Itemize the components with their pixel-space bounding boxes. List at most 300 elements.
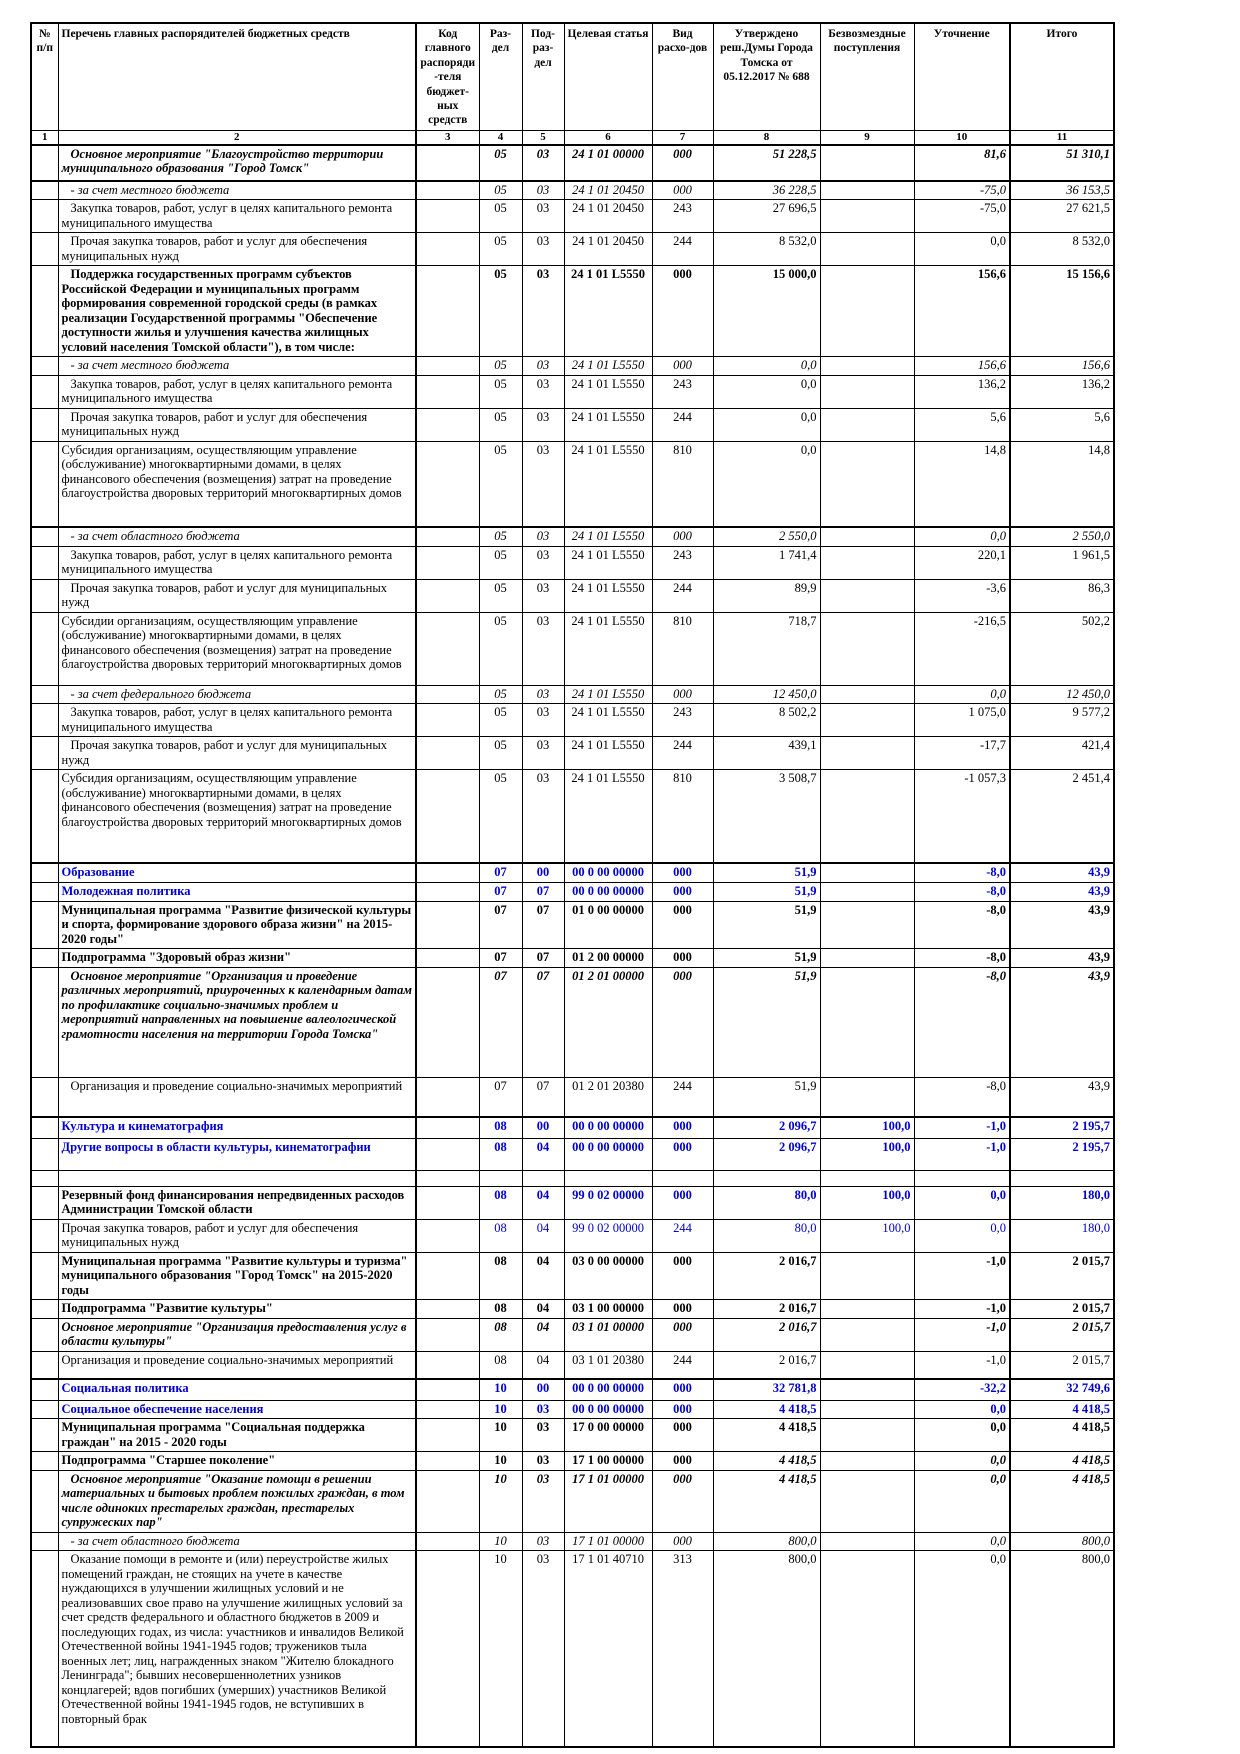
- table-row: [31, 1138, 1114, 1170]
- cell-total: 2 451,4: [1010, 770, 1114, 863]
- cell-row-number: [31, 1117, 58, 1138]
- cell-grants: [820, 1351, 914, 1379]
- cell-label: Подпрограмма "Здоровый образ жизни": [58, 949, 416, 968]
- cell-approved: 8 502,2: [713, 704, 820, 737]
- cell-row-number: [31, 901, 58, 949]
- cell-approved: 4 418,5: [713, 1419, 820, 1452]
- cell-row-number: [31, 1470, 58, 1532]
- cell-grants: [820, 1551, 914, 1747]
- cell-adjustment: 0,0: [914, 1551, 1010, 1747]
- cell-target-article: 24 1 01 L5550: [564, 685, 652, 704]
- cell-razdel: 05: [479, 546, 522, 579]
- cell-adjustment: -1,0: [914, 1351, 1010, 1379]
- cell-approved: 51 228,5: [713, 145, 820, 181]
- cell-grbs-code: [416, 1170, 479, 1186]
- cell-row-number: [31, 181, 58, 200]
- table-row: [31, 770, 1114, 863]
- cell-podrazdel: 03: [522, 181, 564, 200]
- cell-grbs-code: [416, 1351, 479, 1379]
- cell-razdel: 05: [479, 233, 522, 266]
- cell-adjustment: -1,0: [914, 1300, 1010, 1319]
- cell-adjustment: -8,0: [914, 883, 1010, 902]
- cell-target-article: 00 0 00 00000: [564, 1138, 652, 1170]
- cell-label: Закупка товаров, работ, услуг в целях капитального ремонта муниципального имущества: [58, 375, 416, 408]
- table-row: [31, 233, 1114, 266]
- cell-podrazdel: 03: [522, 770, 564, 863]
- cell-razdel: 05: [479, 612, 522, 685]
- cell-grants: [820, 408, 914, 441]
- cell-row-number: [31, 200, 58, 233]
- cell-row-number: [31, 266, 58, 357]
- cell-vid-rashodov: 000: [652, 1138, 713, 1170]
- cell-target-article: 17 1 01 00000: [564, 1470, 652, 1532]
- cell-razdel: 07: [479, 883, 522, 902]
- cell-grants: [820, 685, 914, 704]
- cell-vid-rashodov: 000: [652, 357, 713, 376]
- cell-label: Подпрограмма "Старшее поколение": [58, 1452, 416, 1471]
- cell-adjustment: 156,6: [914, 266, 1010, 357]
- cell-vid-rashodov: 000: [652, 949, 713, 968]
- cell-target-article: 17 1 01 00000: [564, 1532, 652, 1551]
- cell-row-number: [31, 408, 58, 441]
- cell-row-number: [31, 1300, 58, 1319]
- cell-grants: [820, 1532, 914, 1551]
- cell-razdel: 08: [479, 1252, 522, 1300]
- cell-total: 27 621,5: [1010, 200, 1114, 233]
- cell-grants: [820, 357, 914, 376]
- cell-adjustment: -8,0: [914, 901, 1010, 949]
- cell-adjustment: 0,0: [914, 1219, 1010, 1252]
- cell-total: 1 961,5: [1010, 546, 1114, 579]
- cell-podrazdel: 03: [522, 408, 564, 441]
- cell-approved: 36 228,5: [713, 181, 820, 200]
- table-row: [31, 375, 1114, 408]
- cell-grbs-code: [416, 704, 479, 737]
- cell-podrazdel: 04: [522, 1318, 564, 1351]
- col-number: 5: [522, 130, 564, 145]
- cell-razdel: 07: [479, 949, 522, 968]
- cell-approved: 89,9: [713, 579, 820, 612]
- cell-grants: [820, 145, 914, 181]
- cell-total: 2 015,7: [1010, 1318, 1114, 1351]
- cell-approved: 800,0: [713, 1532, 820, 1551]
- cell-approved: 2 016,7: [713, 1318, 820, 1351]
- cell-row-number: [31, 612, 58, 685]
- cell-grbs-code: [416, 1419, 479, 1452]
- cell-vid-rashodov: 244: [652, 1351, 713, 1379]
- cell-grants: [820, 704, 914, 737]
- cell-vid-rashodov: 243: [652, 546, 713, 579]
- cell-target-article: 24 1 01 L5550: [564, 441, 652, 527]
- cell-total: 15 156,6: [1010, 266, 1114, 357]
- cell-total: 43,9: [1010, 949, 1114, 968]
- budget-table: [30, 22, 1115, 1748]
- cell-vid-rashodov: 244: [652, 737, 713, 770]
- cell-razdel: 10: [479, 1452, 522, 1471]
- cell-podrazdel: 03: [522, 1400, 564, 1419]
- cell-grants: [820, 1318, 914, 1351]
- cell-grbs-code: [416, 883, 479, 902]
- cell-razdel: 10: [479, 1532, 522, 1551]
- cell-adjustment: -1,0: [914, 1318, 1010, 1351]
- cell-adjustment: [914, 1170, 1010, 1186]
- cell-grants: [820, 967, 914, 1077]
- cell-row-number: [31, 737, 58, 770]
- cell-razdel: 05: [479, 266, 522, 357]
- cell-podrazdel: 04: [522, 1186, 564, 1219]
- cell-label: Закупка товаров, работ, услуг в целях капитального ремонта муниципального имущества: [58, 200, 416, 233]
- cell-total: 43,9: [1010, 967, 1114, 1077]
- cell-total: 502,2: [1010, 612, 1114, 685]
- cell-grants: [820, 1452, 914, 1471]
- cell-vid-rashodov: 244: [652, 408, 713, 441]
- cell-label: Закупка товаров, работ, услуг в целях капитального ремонта муниципального имущества: [58, 546, 416, 579]
- cell-total: 156,6: [1010, 357, 1114, 376]
- table-row: [31, 1470, 1114, 1532]
- cell-label: Поддержка государственных программ субъектов Российской Федерации и муниципальных программ формирования современной городской среды (в рамках реализации Государственной программы "Обеспечение доступности жилья и улучшения качества жилищных условий населения Томской области"), в том числе:: [58, 266, 416, 357]
- cell-adjustment: -32,2: [914, 1379, 1010, 1400]
- cell-label: Социальная политика: [58, 1379, 416, 1400]
- cell-target-article: 17 1 00 00000: [564, 1452, 652, 1471]
- cell-grants: 100,0: [820, 1186, 914, 1219]
- cell-label: - за счет областного бюджета: [58, 1532, 416, 1551]
- cell-target-article: 03 0 00 00000: [564, 1252, 652, 1300]
- cell-podrazdel: 03: [522, 441, 564, 527]
- cell-grbs-code: [416, 1400, 479, 1419]
- cell-label: - за счет областного бюджета: [58, 527, 416, 546]
- cell-approved: 439,1: [713, 737, 820, 770]
- cell-adjustment: 0,0: [914, 1452, 1010, 1471]
- cell-grants: [820, 1379, 914, 1400]
- cell-total: [1010, 1170, 1114, 1186]
- cell-total: 36 153,5: [1010, 181, 1114, 200]
- cell-total: 14,8: [1010, 441, 1114, 527]
- cell-approved: 2 016,7: [713, 1351, 820, 1379]
- cell-grants: [820, 1419, 914, 1452]
- cell-vid-rashodov: 000: [652, 1252, 713, 1300]
- cell-grants: [820, 266, 914, 357]
- table-row: [31, 441, 1114, 527]
- cell-vid-rashodov: 243: [652, 375, 713, 408]
- cell-razdel: 05: [479, 579, 522, 612]
- cell-razdel: 05: [479, 408, 522, 441]
- cell-grbs-code: [416, 1077, 479, 1117]
- cell-razdel: 08: [479, 1117, 522, 1138]
- cell-grants: 100,0: [820, 1219, 914, 1252]
- cell-total: 2 195,7: [1010, 1138, 1114, 1170]
- cell-row-number: [31, 546, 58, 579]
- cell-approved: 2 096,7: [713, 1117, 820, 1138]
- cell-label: Образование: [58, 863, 416, 883]
- cell-vid-rashodov: 000: [652, 863, 713, 883]
- cell-grbs-code: [416, 863, 479, 883]
- cell-podrazdel: 00: [522, 1117, 564, 1138]
- table-row: [31, 1318, 1114, 1351]
- cell-label: Оказание помощи в ремонте и (или) переустройстве жилых помещений граждан, не стоящих на учете в качестве нуждающихся в улучшении жилищных условий и не реализовавших свое право на улучшение жилищных условий за счет средств федерального и областного бюджетов в 2009 и последующих годах, из числа: участников и инвалидов Великой Отечественной войны 1941-1945 годов; тружеников тыла военных лет; лиц, награжденных знаком "Жителю блокадного Ленинграда"; бывших несовершеннолетних узников концлагерей; вдов погибших (умерших) участников Великой Отечественной войны 1941-1945 годов, не вступивших в повторный брак: [58, 1551, 416, 1747]
- cell-row-number: [31, 685, 58, 704]
- table-row: [31, 883, 1114, 902]
- cell-target-article: 00 0 00 00000: [564, 1117, 652, 1138]
- cell-razdel: 08: [479, 1138, 522, 1170]
- cell-podrazdel: 04: [522, 1300, 564, 1319]
- cell-label: Организация и проведение социально-значимых мероприятий: [58, 1077, 416, 1117]
- cell-razdel: 08: [479, 1300, 522, 1319]
- cell-row-number: [31, 949, 58, 968]
- cell-approved: 0,0: [713, 375, 820, 408]
- cell-razdel: 05: [479, 685, 522, 704]
- cell-podrazdel: 03: [522, 1470, 564, 1532]
- cell-target-article: 24 1 01 L5550: [564, 579, 652, 612]
- col-number: 3: [416, 130, 479, 145]
- cell-target-article: 24 1 01 L5550: [564, 546, 652, 579]
- header-adjustment: Уточнение: [914, 23, 1010, 130]
- cell-podrazdel: 03: [522, 145, 564, 181]
- cell-row-number: [31, 1219, 58, 1252]
- cell-podrazdel: 04: [522, 1138, 564, 1170]
- cell-adjustment: 0,0: [914, 527, 1010, 546]
- cell-row-number: [31, 579, 58, 612]
- cell-label: Молодежная политика: [58, 883, 416, 902]
- cell-label: Субсидия организациям, осуществляющим управление (обслуживание) многоквартирными домами, в целях финансового обеспечения (возмещения) затрат на проведение благоустройства дворовых территорий многоквартирных домов: [58, 770, 416, 863]
- cell-podrazdel: 07: [522, 901, 564, 949]
- cell-approved: 51,9: [713, 883, 820, 902]
- cell-adjustment: -8,0: [914, 1077, 1010, 1117]
- cell-label: Муниципальная программа "Развитие физической культуры и спорта, формирование здорового образа жизни" на 2015-2020 годы": [58, 901, 416, 949]
- cell-vid-rashodov: 000: [652, 1300, 713, 1319]
- cell-target-article: 99 0 02 00000: [564, 1186, 652, 1219]
- cell-grants: [820, 233, 914, 266]
- cell-grants: [820, 1252, 914, 1300]
- cell-grbs-code: [416, 1138, 479, 1170]
- cell-grbs-code: [416, 145, 479, 181]
- cell-podrazdel: 04: [522, 1351, 564, 1379]
- cell-grbs-code: [416, 233, 479, 266]
- cell-adjustment: 0,0: [914, 1470, 1010, 1532]
- cell-approved: [713, 1170, 820, 1186]
- cell-grants: [820, 863, 914, 883]
- cell-total: 800,0: [1010, 1532, 1114, 1551]
- cell-row-number: [31, 1532, 58, 1551]
- cell-vid-rashodov: 000: [652, 145, 713, 181]
- cell-label: Основное мероприятие "Организация предоставления услуг в области культуры": [58, 1318, 416, 1351]
- cell-grbs-code: [416, 181, 479, 200]
- cell-total: 180,0: [1010, 1186, 1114, 1219]
- cell-razdel: 07: [479, 967, 522, 1077]
- cell-total: 43,9: [1010, 883, 1114, 902]
- cell-adjustment: -1,0: [914, 1252, 1010, 1300]
- cell-podrazdel: 00: [522, 1379, 564, 1400]
- cell-grbs-code: [416, 266, 479, 357]
- cell-approved: 80,0: [713, 1186, 820, 1219]
- cell-approved: 8 532,0: [713, 233, 820, 266]
- table-row: [31, 1419, 1114, 1452]
- table-row: [31, 704, 1114, 737]
- cell-vid-rashodov: 000: [652, 1400, 713, 1419]
- cell-row-number: [31, 1077, 58, 1117]
- cell-razdel: 05: [479, 181, 522, 200]
- header-grbs-list: Перечень главных распорядителей бюджетных средств: [58, 23, 416, 130]
- cell-grbs-code: [416, 546, 479, 579]
- cell-grbs-code: [416, 375, 479, 408]
- cell-grants: [820, 441, 914, 527]
- cell-row-number: [31, 704, 58, 737]
- cell-podrazdel: 03: [522, 200, 564, 233]
- cell-grants: [820, 737, 914, 770]
- table-row: [31, 145, 1114, 181]
- cell-label: Прочая закупка товаров, работ и услуг для обеспечения муниципальных нужд: [58, 1219, 416, 1252]
- cell-podrazdel: 03: [522, 612, 564, 685]
- cell-target-article: 03 1 01 20380: [564, 1351, 652, 1379]
- cell-row-number: [31, 967, 58, 1077]
- cell-approved: 0,0: [713, 408, 820, 441]
- table-row: [31, 1077, 1114, 1117]
- table-row: [31, 527, 1114, 546]
- table-row: [31, 1219, 1114, 1252]
- cell-grbs-code: [416, 579, 479, 612]
- cell-label: Прочая закупка товаров, работ и услуг для обеспечения муниципальных нужд: [58, 233, 416, 266]
- cell-label: Муниципальная программа "Развитие культуры и туризма" муниципального образования "Город Томск" на 2015-2020 годы: [58, 1252, 416, 1300]
- table-row: [31, 408, 1114, 441]
- cell-total: 8 532,0: [1010, 233, 1114, 266]
- cell-row-number: [31, 527, 58, 546]
- cell-target-article: 01 2 00 00000: [564, 949, 652, 968]
- cell-razdel: 05: [479, 200, 522, 233]
- cell-grbs-code: [416, 1219, 479, 1252]
- cell-target-article: 24 1 01 L5550: [564, 408, 652, 441]
- cell-approved: 800,0: [713, 1551, 820, 1747]
- cell-vid-rashodov: 244: [652, 1077, 713, 1117]
- cell-label: Прочая закупка товаров, работ и услуг для муниципальных нужд: [58, 579, 416, 612]
- table-row: [31, 737, 1114, 770]
- cell-grants: [820, 527, 914, 546]
- cell-total: 136,2: [1010, 375, 1114, 408]
- budget-table-body: [31, 145, 1114, 1747]
- cell-label: - за счет местного бюджета: [58, 357, 416, 376]
- cell-total: 43,9: [1010, 901, 1114, 949]
- cell-adjustment: -216,5: [914, 612, 1010, 685]
- cell-adjustment: -1 057,3: [914, 770, 1010, 863]
- cell-grants: [820, 1470, 914, 1532]
- cell-label: Основное мероприятие "Организация и проведение различных мероприятий, приуроченных к календарным датам по профилактике социально-значимых проблем и мероприятий направленных на повышение валеологической грамотности населения на территории Города Томска": [58, 967, 416, 1077]
- header-vid-rashodov: Вид расхо-дов: [652, 23, 713, 130]
- cell-grants: [820, 181, 914, 200]
- cell-total: 421,4: [1010, 737, 1114, 770]
- cell-target-article: 00 0 00 00000: [564, 1379, 652, 1400]
- table-row: [31, 1252, 1114, 1300]
- cell-approved: 15 000,0: [713, 266, 820, 357]
- cell-total: 2 015,7: [1010, 1300, 1114, 1319]
- cell-podrazdel: 03: [522, 1452, 564, 1471]
- table-row: [31, 1452, 1114, 1471]
- cell-row-number: [31, 1138, 58, 1170]
- cell-razdel: [479, 1170, 522, 1186]
- cell-grbs-code: [416, 200, 479, 233]
- cell-target-article: 24 1 01 L5550: [564, 704, 652, 737]
- cell-target-article: 24 1 01 L5550: [564, 357, 652, 376]
- cell-adjustment: -1,0: [914, 1117, 1010, 1138]
- cell-podrazdel: 07: [522, 1077, 564, 1117]
- cell-approved: 51,9: [713, 949, 820, 968]
- cell-approved: 4 418,5: [713, 1470, 820, 1532]
- col-number: 8: [713, 130, 820, 145]
- cell-grbs-code: [416, 1117, 479, 1138]
- cell-approved: 2 016,7: [713, 1252, 820, 1300]
- col-number: 10: [914, 130, 1010, 145]
- cell-adjustment: -75,0: [914, 200, 1010, 233]
- cell-podrazdel: 04: [522, 1219, 564, 1252]
- cell-grbs-code: [416, 737, 479, 770]
- cell-target-article: 01 2 01 00000: [564, 967, 652, 1077]
- col-number: 6: [564, 130, 652, 145]
- cell-razdel: 05: [479, 145, 522, 181]
- cell-grants: [820, 1300, 914, 1319]
- cell-label: Резервный фонд финансирования непредвиденных расходов Администрации Томской области: [58, 1186, 416, 1219]
- cell-row-number: [31, 1452, 58, 1471]
- header-grbs-code: Код главного распоряди-теля бюджет-ных средств: [416, 23, 479, 130]
- cell-vid-rashodov: 313: [652, 1551, 713, 1747]
- cell-podrazdel: 03: [522, 266, 564, 357]
- cell-adjustment: 0,0: [914, 1400, 1010, 1419]
- cell-label: Субсидии организациям, осуществляющим управление (обслуживание) многоквартирными домами, в целях финансового обеспечения (возмещения) затрат на проведение благоустройства дворовых территорий многоквартирных домов: [58, 612, 416, 685]
- cell-total: 800,0: [1010, 1551, 1114, 1747]
- cell-row-number: [31, 863, 58, 883]
- cell-total: 2 550,0: [1010, 527, 1114, 546]
- cell-razdel: 05: [479, 375, 522, 408]
- cell-target-article: 01 0 00 00000: [564, 901, 652, 949]
- cell-vid-rashodov: 244: [652, 1219, 713, 1252]
- cell-approved: 51,9: [713, 1077, 820, 1117]
- cell-approved: 32 781,8: [713, 1379, 820, 1400]
- cell-adjustment: 1 075,0: [914, 704, 1010, 737]
- cell-target-article: 24 1 01 L5550: [564, 737, 652, 770]
- cell-podrazdel: 03: [522, 375, 564, 408]
- cell-vid-rashodov: 000: [652, 901, 713, 949]
- cell-target-article: 24 1 01 L5550: [564, 612, 652, 685]
- cell-adjustment: -1,0: [914, 1138, 1010, 1170]
- cell-razdel: 07: [479, 1077, 522, 1117]
- cell-podrazdel: 03: [522, 1551, 564, 1747]
- cell-label: Подпрограмма "Развитие культуры": [58, 1300, 416, 1319]
- cell-adjustment: 0,0: [914, 1186, 1010, 1219]
- cell-label: [58, 1170, 416, 1186]
- cell-target-article: 03 1 00 00000: [564, 1300, 652, 1319]
- table-row: [31, 1186, 1114, 1219]
- header-grants: Безвозмездные поступления: [820, 23, 914, 130]
- cell-target-article: 24 1 01 L5550: [564, 266, 652, 357]
- table-row: [31, 546, 1114, 579]
- cell-grants: [820, 1077, 914, 1117]
- cell-grants: [820, 579, 914, 612]
- cell-razdel: 10: [479, 1470, 522, 1532]
- cell-label: Культура и кинематография: [58, 1117, 416, 1138]
- cell-label: Прочая закупка товаров, работ и услуг для муниципальных нужд: [58, 737, 416, 770]
- cell-total: 9 577,2: [1010, 704, 1114, 737]
- cell-approved: 0,0: [713, 357, 820, 376]
- cell-row-number: [31, 441, 58, 527]
- cell-vid-rashodov: 000: [652, 181, 713, 200]
- cell-total: 4 418,5: [1010, 1470, 1114, 1532]
- table-row: [31, 1551, 1114, 1747]
- cell-razdel: 08: [479, 1351, 522, 1379]
- cell-label: - за счет федерального бюджета: [58, 685, 416, 704]
- table-row: [31, 357, 1114, 376]
- cell-row-number: [31, 1551, 58, 1747]
- cell-grants: [820, 949, 914, 968]
- cell-grants: [820, 770, 914, 863]
- cell-target-article: 24 1 01 L5550: [564, 770, 652, 863]
- cell-podrazdel: 03: [522, 527, 564, 546]
- cell-total: 43,9: [1010, 863, 1114, 883]
